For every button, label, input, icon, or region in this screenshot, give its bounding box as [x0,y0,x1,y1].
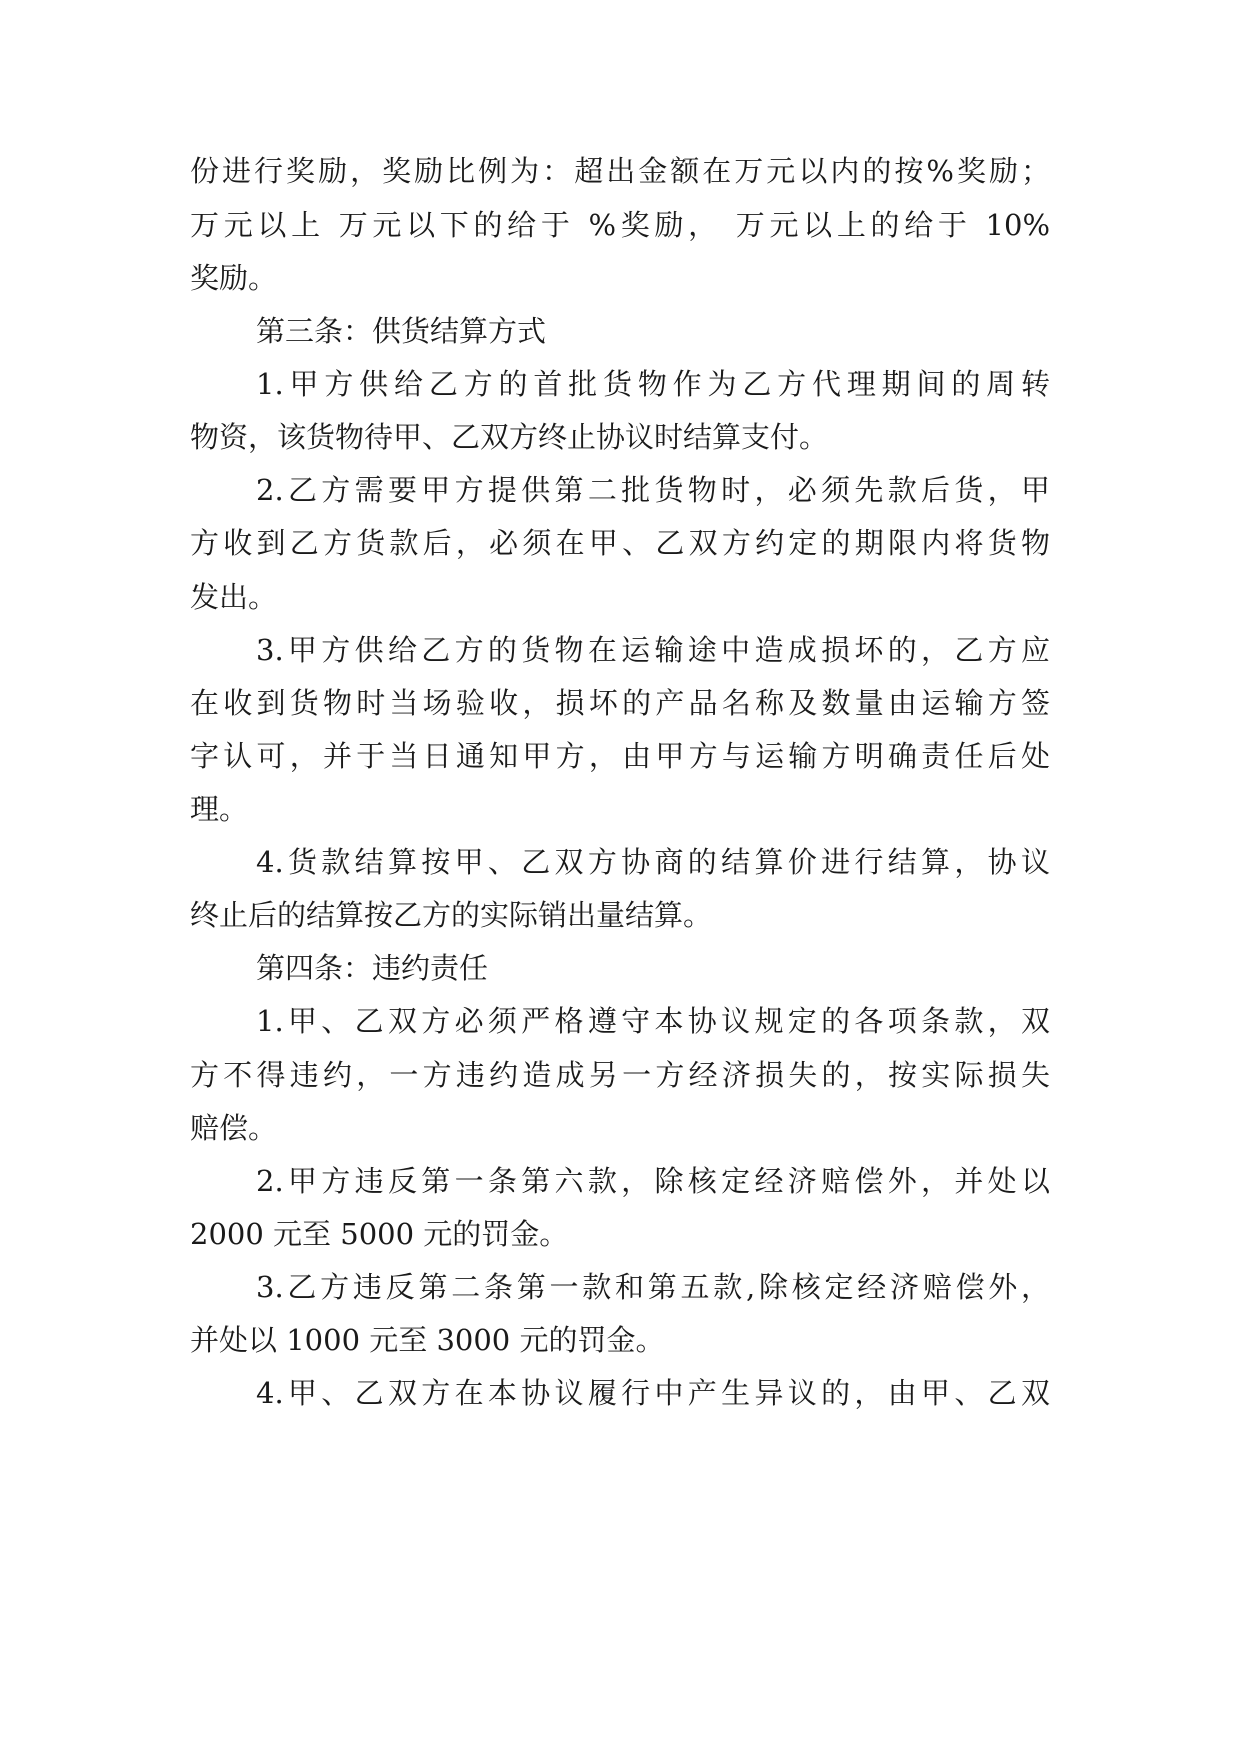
text-line: 4.货款结算按甲、乙双方协商的结算价进行结算，协议 [256,845,1050,879]
text-line: 2.甲方违反第一条第六款，除核定经济赔偿外，并处以 [256,1164,1050,1198]
text-line: 1.甲方供给乙方的首批货物作为乙方代理期间的周转 [256,367,1050,401]
text-line: 2.乙方需要甲方提供第二批货物时，必须先款后货，甲 [256,473,1050,507]
text-line: 方不得违约，一方违约造成另一方经济损失的，按实际损失 [190,1058,1050,1092]
text-line: 方收到乙方货款后，必须在甲、乙双方约定的期限内将货物 [190,526,1050,560]
text-line: 发出。 [190,580,278,614]
text-line: 物资，该货物待甲、乙双方终止协议时结算支付。 [190,420,829,454]
text-line: 赔偿。 [190,1111,278,1145]
text-line: 份进行奖励，奖励比例为：超出金额在万元以内的按%奖励； [190,154,1050,188]
text-line: 2000 元至 5000 元的罚金。 [190,1217,569,1251]
text-line: 奖励。 [190,261,278,295]
section-heading: 第三条：供货结算方式 [256,314,547,348]
section-heading: 第四条：违约责任 [256,951,489,985]
text-line: 理。 [190,792,249,826]
text-line: 字认可，并于当日通知甲方，由甲方与运输方明确责任后处 [190,739,1050,773]
text-line: 1.甲、乙双方必须严格遵守本协议规定的各项条款，双 [256,1004,1050,1038]
text-line: 4.甲、乙双方在本协议履行中产生异议的，由甲、乙双 [256,1376,1050,1410]
text-line: 万元以上 万元以下的给于 %奖励， 万元以上的给于 10% [190,208,1050,242]
text-line: 3.甲方供给乙方的货物在运输途中造成损坏的，乙方应 [256,633,1050,667]
text-line: 在收到货物时当场验收，损坏的产品名称及数量由运输方签 [190,686,1050,720]
text-line: 3.乙方违反第二条第一款和第五款,除核定经济赔偿外， [256,1270,1050,1304]
text-line: 并处以 1000 元至 3000 元的罚金。 [190,1323,665,1357]
text-line: 终止后的结算按乙方的实际销出量结算。 [190,898,713,932]
